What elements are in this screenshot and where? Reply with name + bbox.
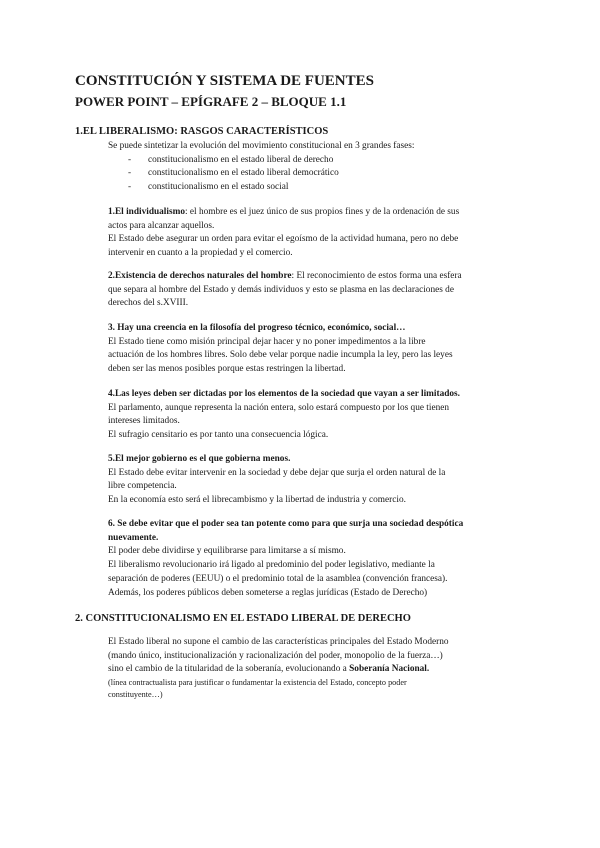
phase-item: - constitucionalismo en el estado liberal de derecho bbox=[128, 154, 334, 165]
point-4: 4.Las leyes deben ser dictadas por los elementos de la sociedad que vayan a ser limitados. El parlamento, aunque representa la nación entera, solo estará compuesto por los que tienen intereses limitados. El sufragio censitario es por tanto una consecuencia lógica. bbox=[108, 388, 528, 443]
section-2-body: El Estado liberal no supone el cambio de las características principales del Estado Moderno (mando único, institucionalización y racionalización del poder, monopolio de la fuerza…) sino el cambio de la titularidad de la soberanía, evolucionando a Soberanía Nacional. (línea contractualista para justificar o fundamentar la existencia del Estado, concepto poder constituyente…) bbox=[108, 637, 449, 700]
point-1: 1.El individualismo: el hombre es el juez único de sus propios fines y de la ordenación de sus actos para alcanzar aquellos. El Estado debe asegurar un orden para evitar el egoísmo de la actividad humana, pero no debe intervenir en cuanto a la propiedad y el comercio. bbox=[108, 207, 460, 259]
point-3-title: 3. Hay una creencia en la filosofía del progreso técnico, económico, social… bbox=[108, 323, 406, 333]
point-2: 2.Existencia de derechos naturales del hombre: El reconocimiento de estos forma una esfera que separa al hombre del Estado y demás individuos y esto se plasma en las declaraciones de derechos del s.XVIII. bbox=[108, 271, 462, 309]
point-6-title: 6. Se debe evitar que el poder sea tan potente como para que surja una sociedad despótica bbox=[108, 519, 464, 529]
point-4-title: 4.Las leyes deben ser dictadas por los elementos de la sociedad que vayan a ser limitados. bbox=[108, 389, 461, 399]
page-title: CONSTITUCIÓN Y SISTEMA DE FUENTES bbox=[75, 73, 374, 89]
intro-text: Se puede sintetizar la evolución del movimiento constitucional en 3 grandes fases: bbox=[108, 141, 415, 151]
phase-item: - constitucionalismo en el estado social bbox=[128, 182, 289, 193]
section-2-heading: 2. CONSTITUCIONALISMO EN EL ESTADO LIBERAL DE DERECHO bbox=[75, 613, 411, 624]
point-2-title: 2.Existencia de derechos naturales del hombre bbox=[108, 271, 292, 281]
section-1-heading: 1.EL LIBERALISMO: RASGOS CARACTERÍSTICOS bbox=[75, 126, 329, 137]
point-5: 5.El mejor gobierno es el que gobierna menos. El Estado debe evitar intervenir en la sociedad y debe dejar que surja el orden natural de la libre competencia. En la economía esto será el librecambismo y la libertad de industria y comercio. bbox=[108, 453, 528, 508]
page-subtitle: POWER POINT – EPÍGRAFE 2 – BLOQUE 1.1 bbox=[75, 94, 347, 109]
point-3: 3. Hay una creencia en la filosofía del progreso técnico, económico, social… El Estado tiene como misión principal dejar hacer y no poner impedimentos a la libre actuación de los hombres libres. Solo debe velar porque nadie incumpla la ley, pero las leyes deben ser las menos posibles porque estas restringen la libertad. bbox=[108, 322, 528, 377]
phase-item: - constitucionalismo en el estado liberal democrático bbox=[128, 168, 339, 179]
point-1-title: 1.El individualismo bbox=[108, 207, 185, 217]
point-6: 6. Se debe evitar que el poder sea tan potente como para que surja una sociedad despótica nuevamente. El poder debe dividirse y equilibrarse para limitarse a sí mismo. El liberalismo revolucionario irá ligado al predominio del poder legislativo, mediante la separación de poderes (EEUU) o el predominio total de la asamblea (convención francesa). Además, los poderes públicos deben someterse a reglas jurídicas (Estado de Derecho) bbox=[108, 518, 528, 600]
soberania-nacional: Soberanía Nacional. bbox=[349, 664, 430, 675]
section-1-intro bbox=[108, 140, 528, 195]
point-5-title: 5.El mejor gobierno es el que gobierna menos. bbox=[108, 454, 291, 464]
